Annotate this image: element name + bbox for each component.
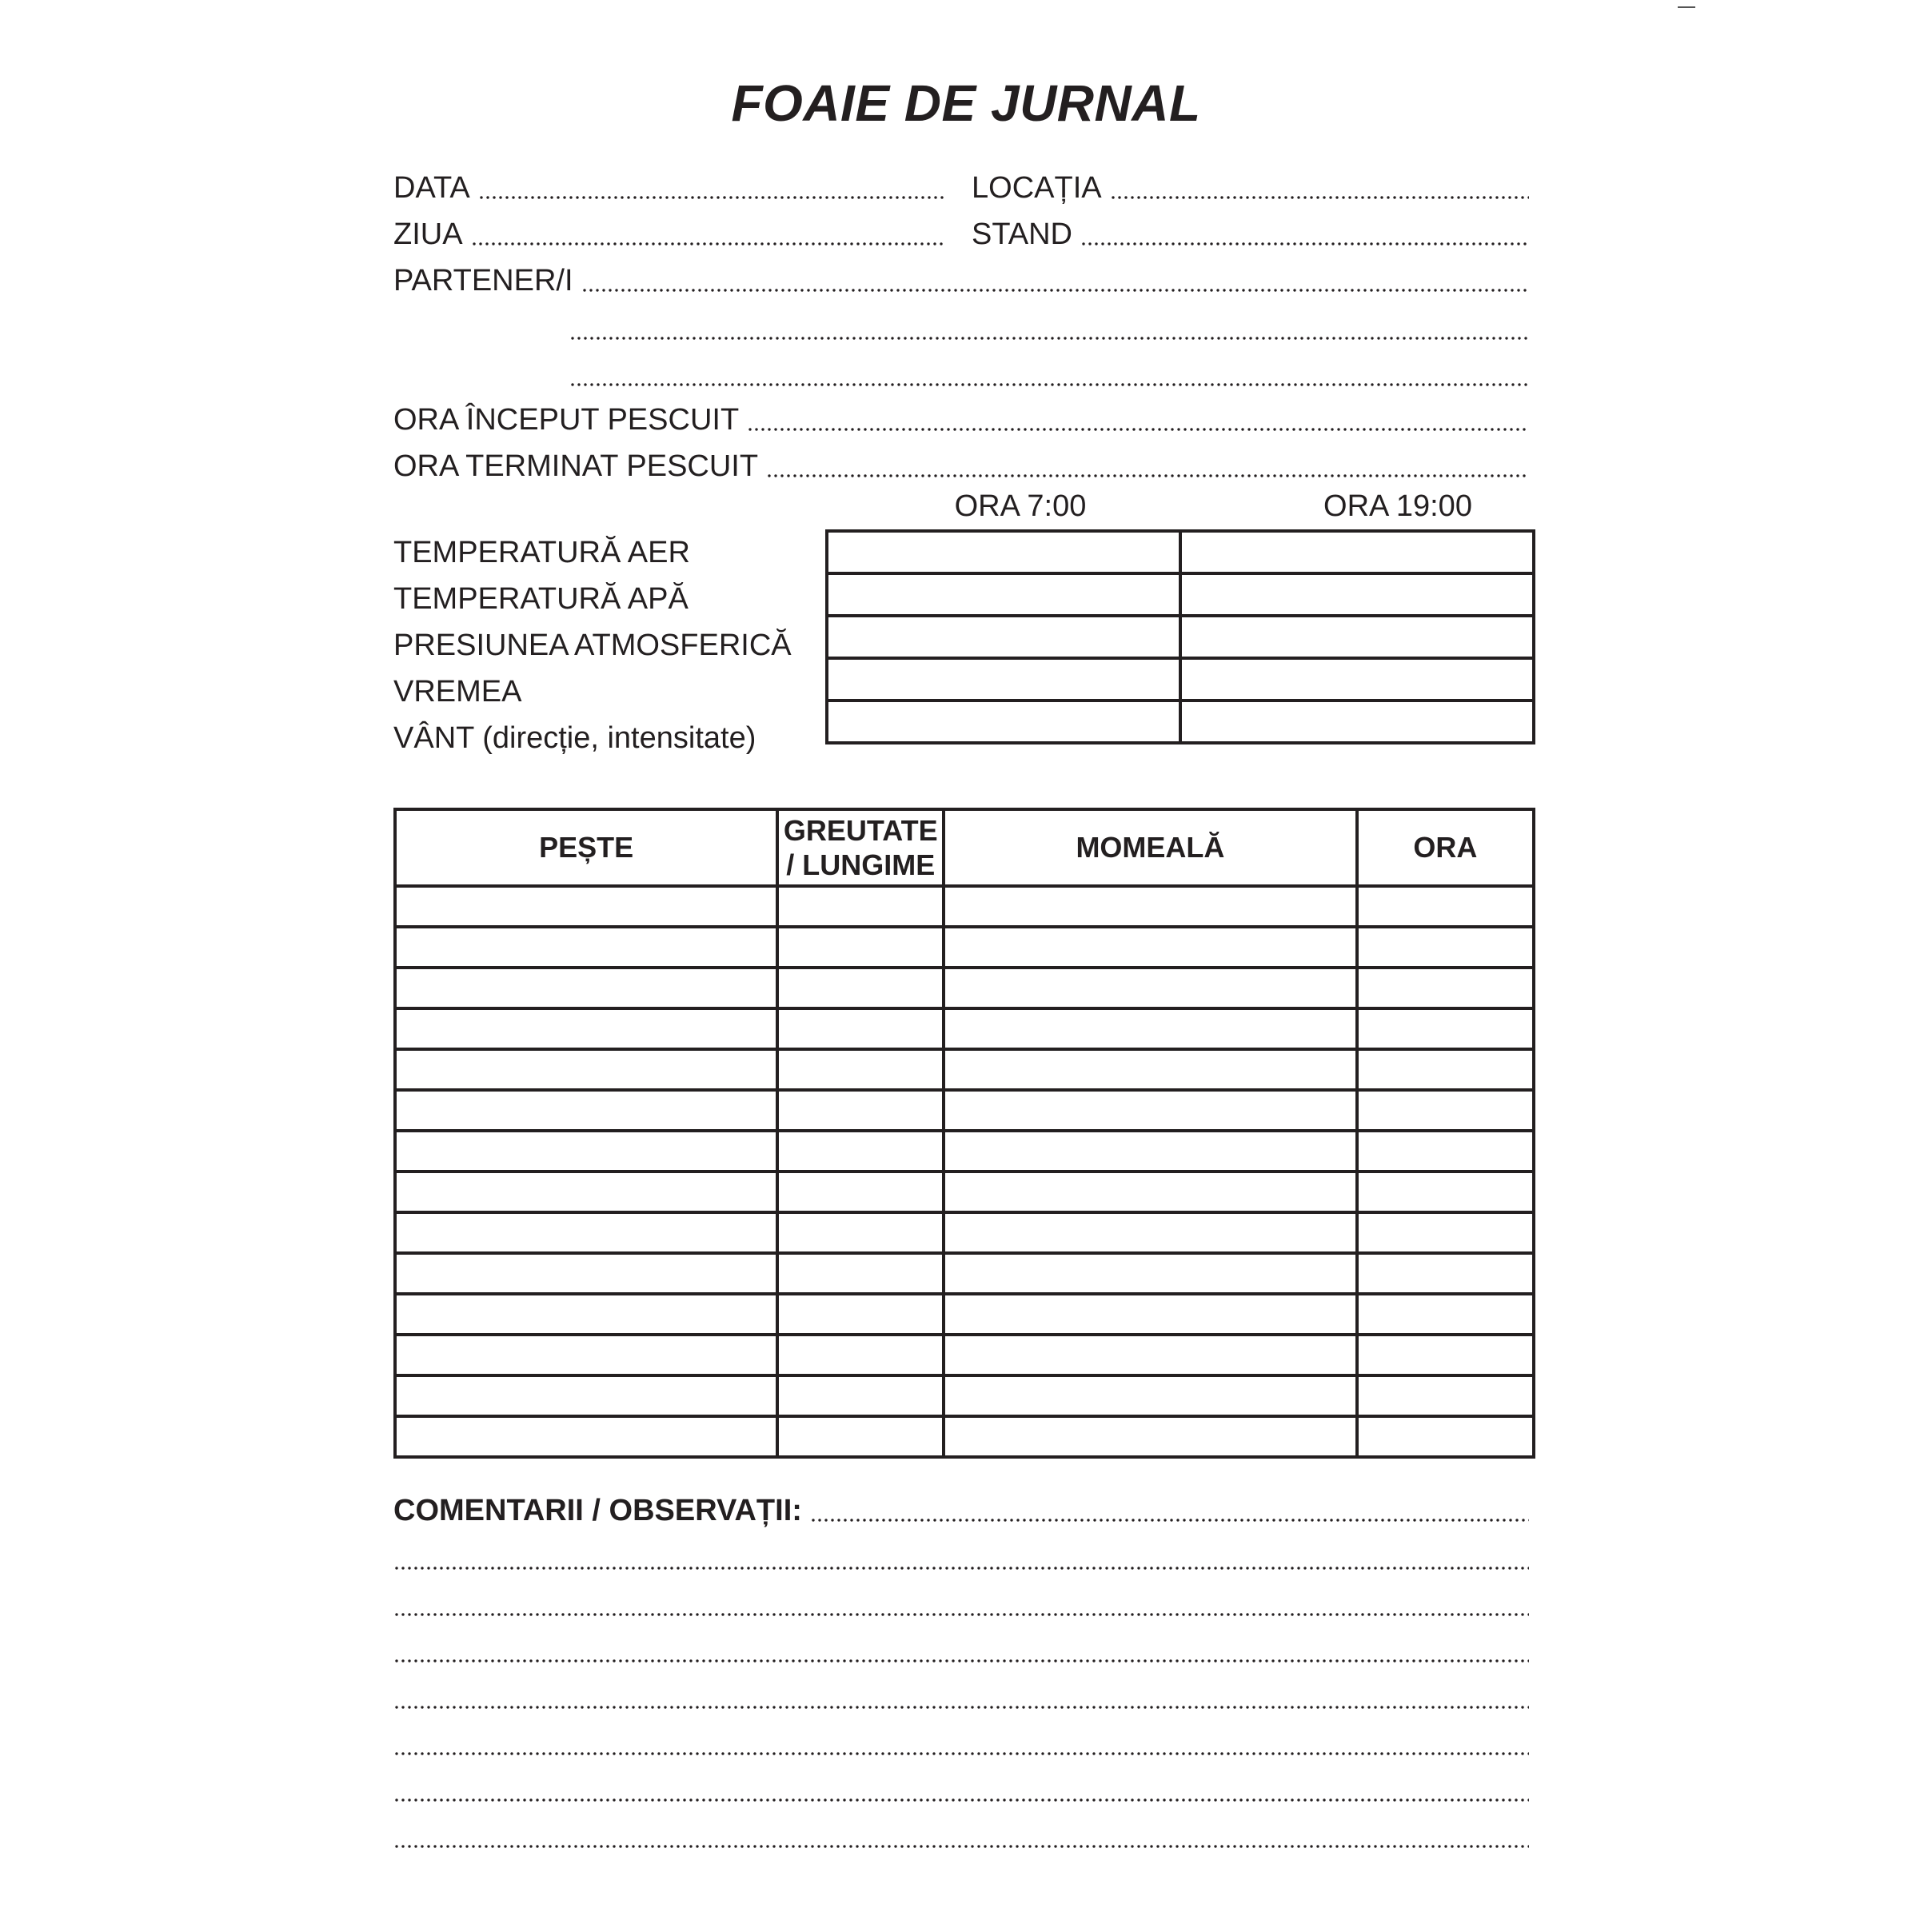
catch-cell[interactable]	[1357, 1172, 1534, 1212]
weather-cell[interactable]	[827, 701, 1180, 743]
weather-row-label: TEMPERATURĂ APĂ	[393, 582, 689, 616]
weather-cell[interactable]	[1180, 701, 1534, 743]
table-row	[827, 531, 1534, 573]
catch-cell[interactable]	[944, 1212, 1356, 1253]
corner-mark	[1678, 6, 1695, 8]
catch-cell[interactable]	[777, 968, 944, 1008]
catch-cell[interactable]	[395, 886, 777, 927]
catch-cell[interactable]	[944, 927, 1356, 968]
comments-line[interactable]	[393, 1807, 1529, 1852]
catch-cell[interactable]	[944, 1335, 1356, 1375]
catch-cell[interactable]	[944, 1131, 1356, 1172]
catch-cell[interactable]	[944, 1253, 1356, 1294]
table-row	[395, 1049, 1534, 1090]
stand-label: STAND	[972, 218, 1072, 251]
data-label: DATA	[393, 171, 470, 205]
ora-inceput-field[interactable]	[393, 390, 1529, 435]
catch-cell[interactable]	[1357, 927, 1534, 968]
catch-cell[interactable]	[777, 1416, 944, 1457]
catch-table	[393, 808, 1535, 1459]
comments-dotted-line	[810, 1518, 1529, 1523]
catch-cell[interactable]	[1357, 1335, 1534, 1375]
catch-cell[interactable]	[777, 1172, 944, 1212]
catch-cell[interactable]	[1357, 1253, 1534, 1294]
catch-cell[interactable]	[1357, 1049, 1534, 1090]
partener-dotted-line	[581, 288, 1529, 293]
weather-table	[825, 529, 1535, 744]
ora-terminat-label: ORA TERMINAT PESCUIT	[393, 449, 759, 483]
comments-line[interactable]	[393, 1529, 1529, 1574]
table-row	[395, 1008, 1534, 1049]
table-row	[395, 1416, 1534, 1457]
locatia-field[interactable]	[972, 158, 1529, 203]
catch-cell[interactable]	[395, 1090, 777, 1131]
col-header-ora: ORA	[1357, 809, 1534, 886]
catch-cell[interactable]	[1357, 1416, 1534, 1457]
catch-cell[interactable]	[1357, 968, 1534, 1008]
comments-dotted-line	[393, 1566, 1529, 1571]
comments-line[interactable]	[393, 1575, 1529, 1620]
table-row	[395, 1335, 1534, 1375]
comments-dotted-line	[393, 1612, 1529, 1617]
catch-cell[interactable]	[944, 1090, 1356, 1131]
catch-cell[interactable]	[1357, 1090, 1534, 1131]
catch-cell[interactable]	[1357, 1212, 1534, 1253]
catch-cell[interactable]	[395, 1212, 777, 1253]
weather-cell[interactable]	[827, 616, 1180, 658]
catch-cell[interactable]	[1357, 1131, 1534, 1172]
catch-cell[interactable]	[395, 1253, 777, 1294]
comments-dotted-line	[393, 1844, 1529, 1849]
catch-cell[interactable]	[395, 1416, 777, 1457]
catch-cell[interactable]	[777, 1294, 944, 1335]
catch-cell[interactable]	[944, 886, 1356, 927]
catch-cell[interactable]	[395, 1008, 777, 1049]
comments-dotted-line	[393, 1659, 1529, 1663]
partener-extra-line[interactable]	[569, 299, 1529, 344]
table-row	[395, 927, 1534, 968]
weather-row-label: TEMPERATURĂ AER	[393, 536, 690, 569]
table-row	[395, 1172, 1534, 1212]
col-header-momeala: MOMEALĂ	[944, 809, 1356, 886]
catch-cell[interactable]	[944, 1416, 1356, 1457]
weather-row-label: VÂNT (direcție, intensitate)	[393, 721, 756, 755]
catch-cell[interactable]	[395, 1172, 777, 1212]
weather-cell[interactable]	[1180, 573, 1534, 616]
weather-row-label: VREMEA	[393, 675, 522, 709]
catch-cell[interactable]	[395, 1131, 777, 1172]
page-title: FOAIE DE JURNAL	[731, 74, 1201, 132]
ora-inceput-label: ORA ÎNCEPUT PESCUIT	[393, 403, 740, 437]
comments-dotted-line	[393, 1705, 1529, 1710]
ora-terminat-dotted-line	[766, 473, 1529, 478]
catch-cell[interactable]	[777, 1335, 944, 1375]
catch-cell[interactable]	[395, 1294, 777, 1335]
table-row	[395, 1375, 1534, 1416]
catch-cell[interactable]	[944, 1008, 1356, 1049]
catch-cell[interactable]	[1357, 1008, 1534, 1049]
partener-dotted-line-2	[569, 336, 1529, 341]
catch-cell[interactable]	[777, 1375, 944, 1416]
comments-line[interactable]	[393, 1761, 1529, 1806]
table-row	[395, 1131, 1534, 1172]
weather-cell[interactable]	[827, 573, 1180, 616]
catch-cell[interactable]	[777, 1131, 944, 1172]
catch-cell[interactable]	[777, 1090, 944, 1131]
catch-table-body	[395, 886, 1534, 1457]
partener-label: PARTENER/I	[393, 264, 573, 297]
weather-cell[interactable]	[1180, 531, 1534, 573]
table-row	[395, 1294, 1534, 1335]
table-row	[395, 1253, 1534, 1294]
col-header-greutate: GREUTATE / LUNGIME	[777, 809, 944, 886]
catch-cell[interactable]	[1357, 1294, 1534, 1335]
catch-cell[interactable]	[777, 927, 944, 968]
ziua-label: ZIUA	[393, 218, 463, 251]
comments-line[interactable]	[393, 1668, 1529, 1713]
table-row	[827, 616, 1534, 658]
catch-cell[interactable]	[944, 1049, 1356, 1090]
catch-cell[interactable]	[395, 927, 777, 968]
catch-cell[interactable]	[777, 1008, 944, 1049]
partener-extra-line[interactable]	[569, 345, 1529, 390]
partener-dotted-line-3	[569, 382, 1529, 387]
weather-cell[interactable]	[1180, 658, 1534, 701]
catch-cell[interactable]	[944, 1294, 1356, 1335]
comments-label: COMENTARII / OBSERVAȚII:	[393, 1494, 802, 1527]
catch-cell[interactable]	[1357, 886, 1534, 927]
catch-cell[interactable]	[777, 1212, 944, 1253]
catch-cell[interactable]	[395, 1335, 777, 1375]
catch-cell[interactable]	[944, 1172, 1356, 1212]
data-dotted-line	[478, 195, 945, 200]
table-row	[395, 968, 1534, 1008]
stand-field[interactable]	[972, 205, 1529, 249]
ziua-field[interactable]	[393, 205, 945, 249]
table-row	[395, 1212, 1534, 1253]
weather-cell[interactable]	[1180, 616, 1534, 658]
catch-cell[interactable]	[944, 1375, 1356, 1416]
table-row	[827, 658, 1534, 701]
catch-cell[interactable]	[395, 1375, 777, 1416]
comments-field[interactable]	[393, 1481, 1529, 1526]
locatia-dotted-line	[1110, 195, 1529, 200]
comments-line[interactable]	[393, 1622, 1529, 1667]
comments-dotted-line	[393, 1751, 1529, 1756]
catch-cell[interactable]	[777, 1253, 944, 1294]
weather-cell[interactable]	[827, 531, 1180, 573]
catch-cell[interactable]	[395, 968, 777, 1008]
weather-col-header: ORA 19:00	[1323, 489, 1472, 523]
weather-cell[interactable]	[827, 658, 1180, 701]
ora-terminat-field[interactable]	[393, 437, 1529, 481]
table-row	[395, 1090, 1534, 1131]
ora-inceput-dotted-line	[747, 427, 1529, 432]
comments-line[interactable]	[393, 1714, 1529, 1759]
locatia-label: LOCAȚIA	[972, 171, 1102, 205]
catch-cell[interactable]	[777, 1049, 944, 1090]
catch-cell[interactable]	[777, 886, 944, 927]
table-row	[395, 886, 1534, 927]
weather-row-label: PRESIUNEA ATMOSFERICĂ	[393, 629, 792, 662]
col-header-peste: PEȘTE	[395, 809, 777, 886]
stand-dotted-line	[1080, 242, 1529, 246]
table-row	[827, 573, 1534, 616]
catch-cell[interactable]	[944, 968, 1356, 1008]
catch-cell[interactable]	[395, 1049, 777, 1090]
partener-field[interactable]	[393, 251, 1529, 296]
catch-table-header-row	[395, 809, 1534, 886]
weather-col-header: ORA 7:00	[954, 489, 1087, 523]
table-row	[827, 701, 1534, 743]
ziua-dotted-line	[471, 242, 945, 246]
catch-cell[interactable]	[1357, 1375, 1534, 1416]
data-field[interactable]	[393, 158, 945, 203]
comments-dotted-line	[393, 1798, 1529, 1802]
